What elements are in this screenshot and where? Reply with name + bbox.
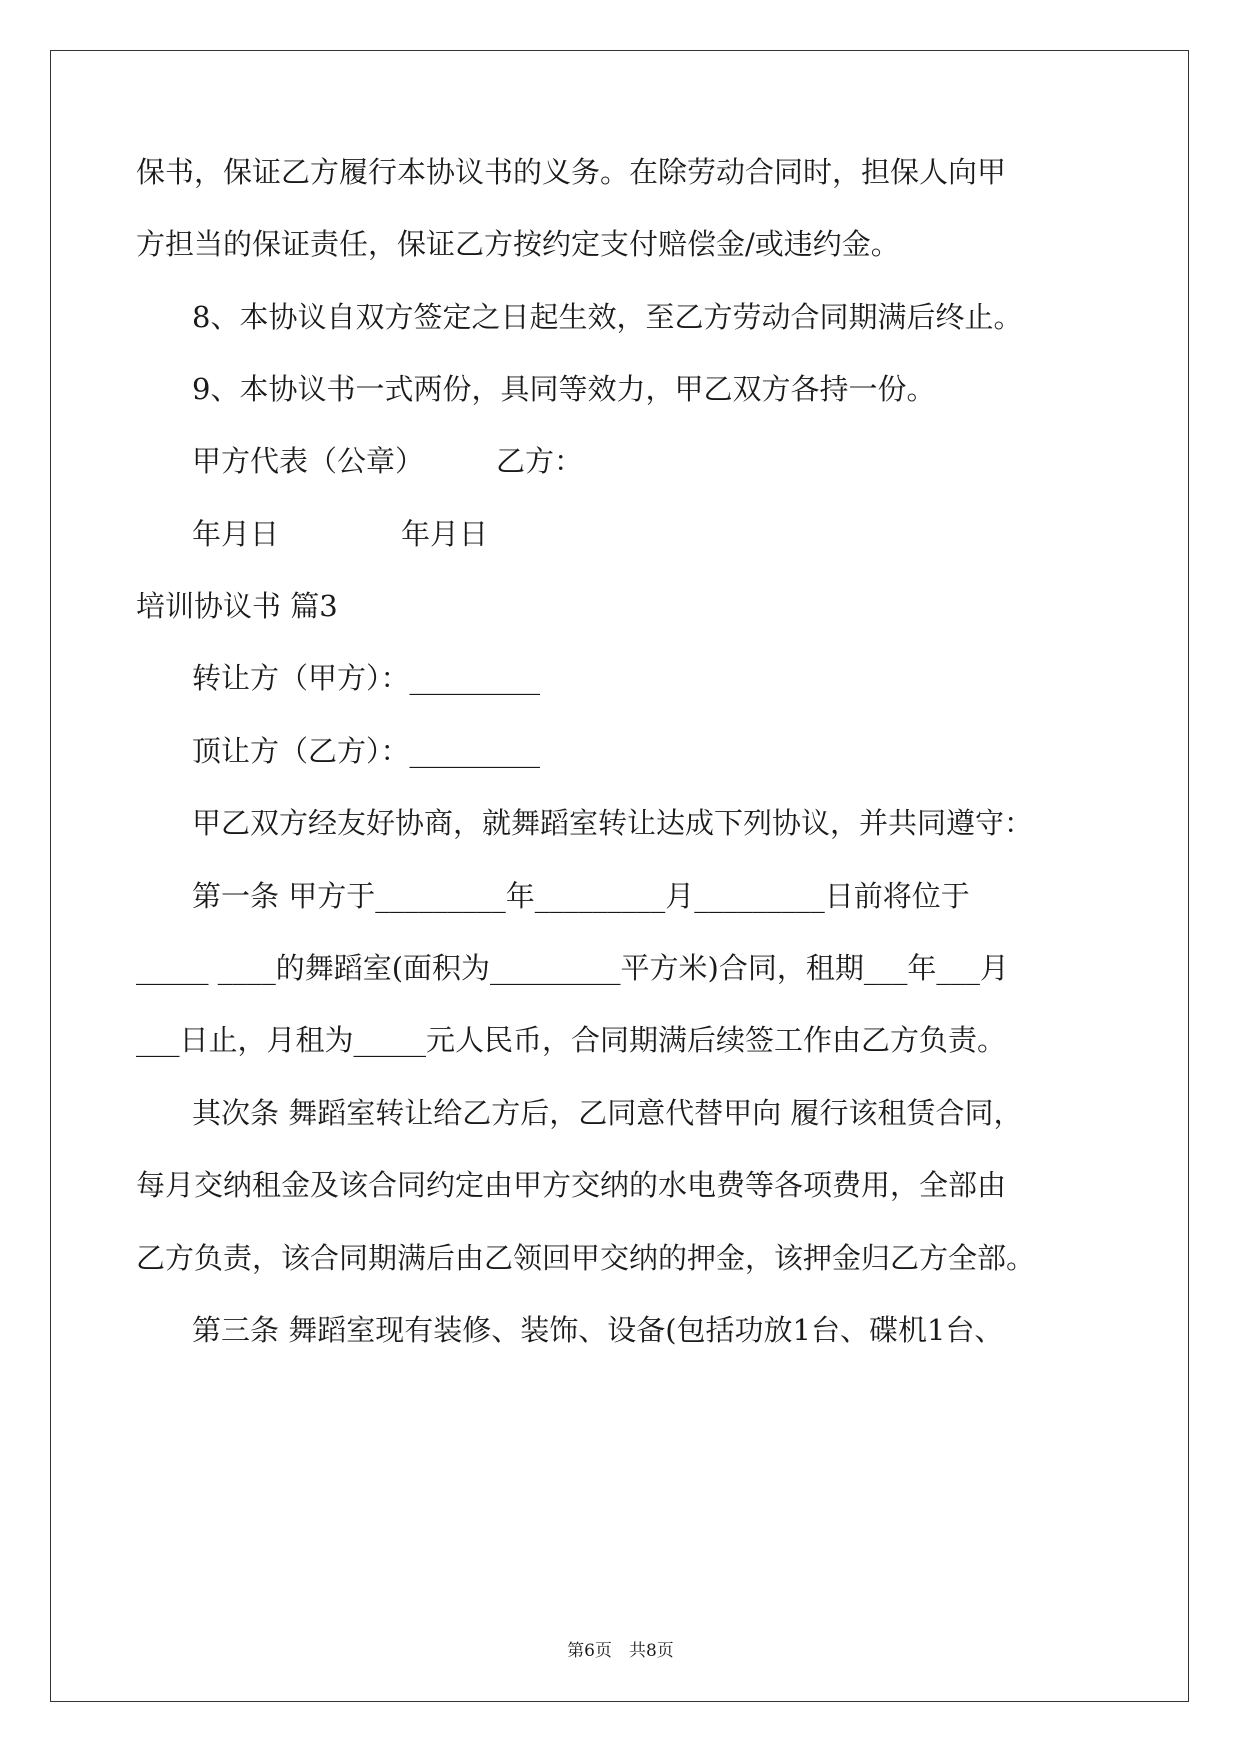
text-line: 每月交纳租金及该合同约定由甲方交纳的水电费等各项费用，全部由 bbox=[136, 1168, 1007, 1202]
text-line: 第三条 舞蹈室现有装修、装饰、设备(包括功放1台、碟机1台、 bbox=[192, 1313, 1004, 1347]
section-heading: 培训协议书 篇3 bbox=[136, 589, 338, 623]
signature-label-party-b: 乙方： bbox=[496, 444, 584, 478]
text-line: 保书，保证乙方履行本协议书的义务。在除劳动合同时，担保人向甲 bbox=[136, 155, 1007, 189]
date-label-party-b: 年月日 bbox=[401, 517, 489, 551]
text-line: 第一条 甲方于_________年_________月_________日前将位于 bbox=[192, 879, 970, 913]
text-line: 顶让方（乙方）：_________ bbox=[192, 734, 541, 768]
text-line: 9、本协议书一式两份，具同等效力，甲乙双方各持一份。 bbox=[192, 372, 936, 406]
text-line: 其次条 舞蹈室转让给乙方后，乙同意代替甲向 履行该租赁合同， bbox=[192, 1096, 1023, 1130]
text-line: ___日止，月租为_____元人民币，合同期满后续签工作由乙方负责。 bbox=[136, 1023, 1007, 1057]
signature-label-party-a: 甲方代表（公章） bbox=[192, 444, 425, 478]
text-line: 方担当的保证责任，保证乙方按约定支付赔偿金/或违约金。 bbox=[136, 227, 900, 261]
text-line: _____ ____的舞蹈室(面积为_________平方米)合同，租期___年___月 bbox=[136, 951, 1009, 985]
text-line: 甲乙双方经友好协商，就舞蹈室转让达成下列协议，并共同遵守： bbox=[192, 806, 1034, 840]
date-label-party-a: 年月日 bbox=[192, 517, 280, 551]
text-line: 转让方（甲方）：_________ bbox=[192, 661, 541, 695]
text-line: 8、本协议自双方签定之日起生效，至乙方劳动合同期满后终止。 bbox=[192, 300, 1023, 334]
text-line: 乙方负责，该合同期满后由乙领回甲交纳的押金，该押金归乙方全部。 bbox=[136, 1241, 1036, 1275]
page-number-footer: 第6页 共8页 bbox=[567, 1641, 674, 1661]
